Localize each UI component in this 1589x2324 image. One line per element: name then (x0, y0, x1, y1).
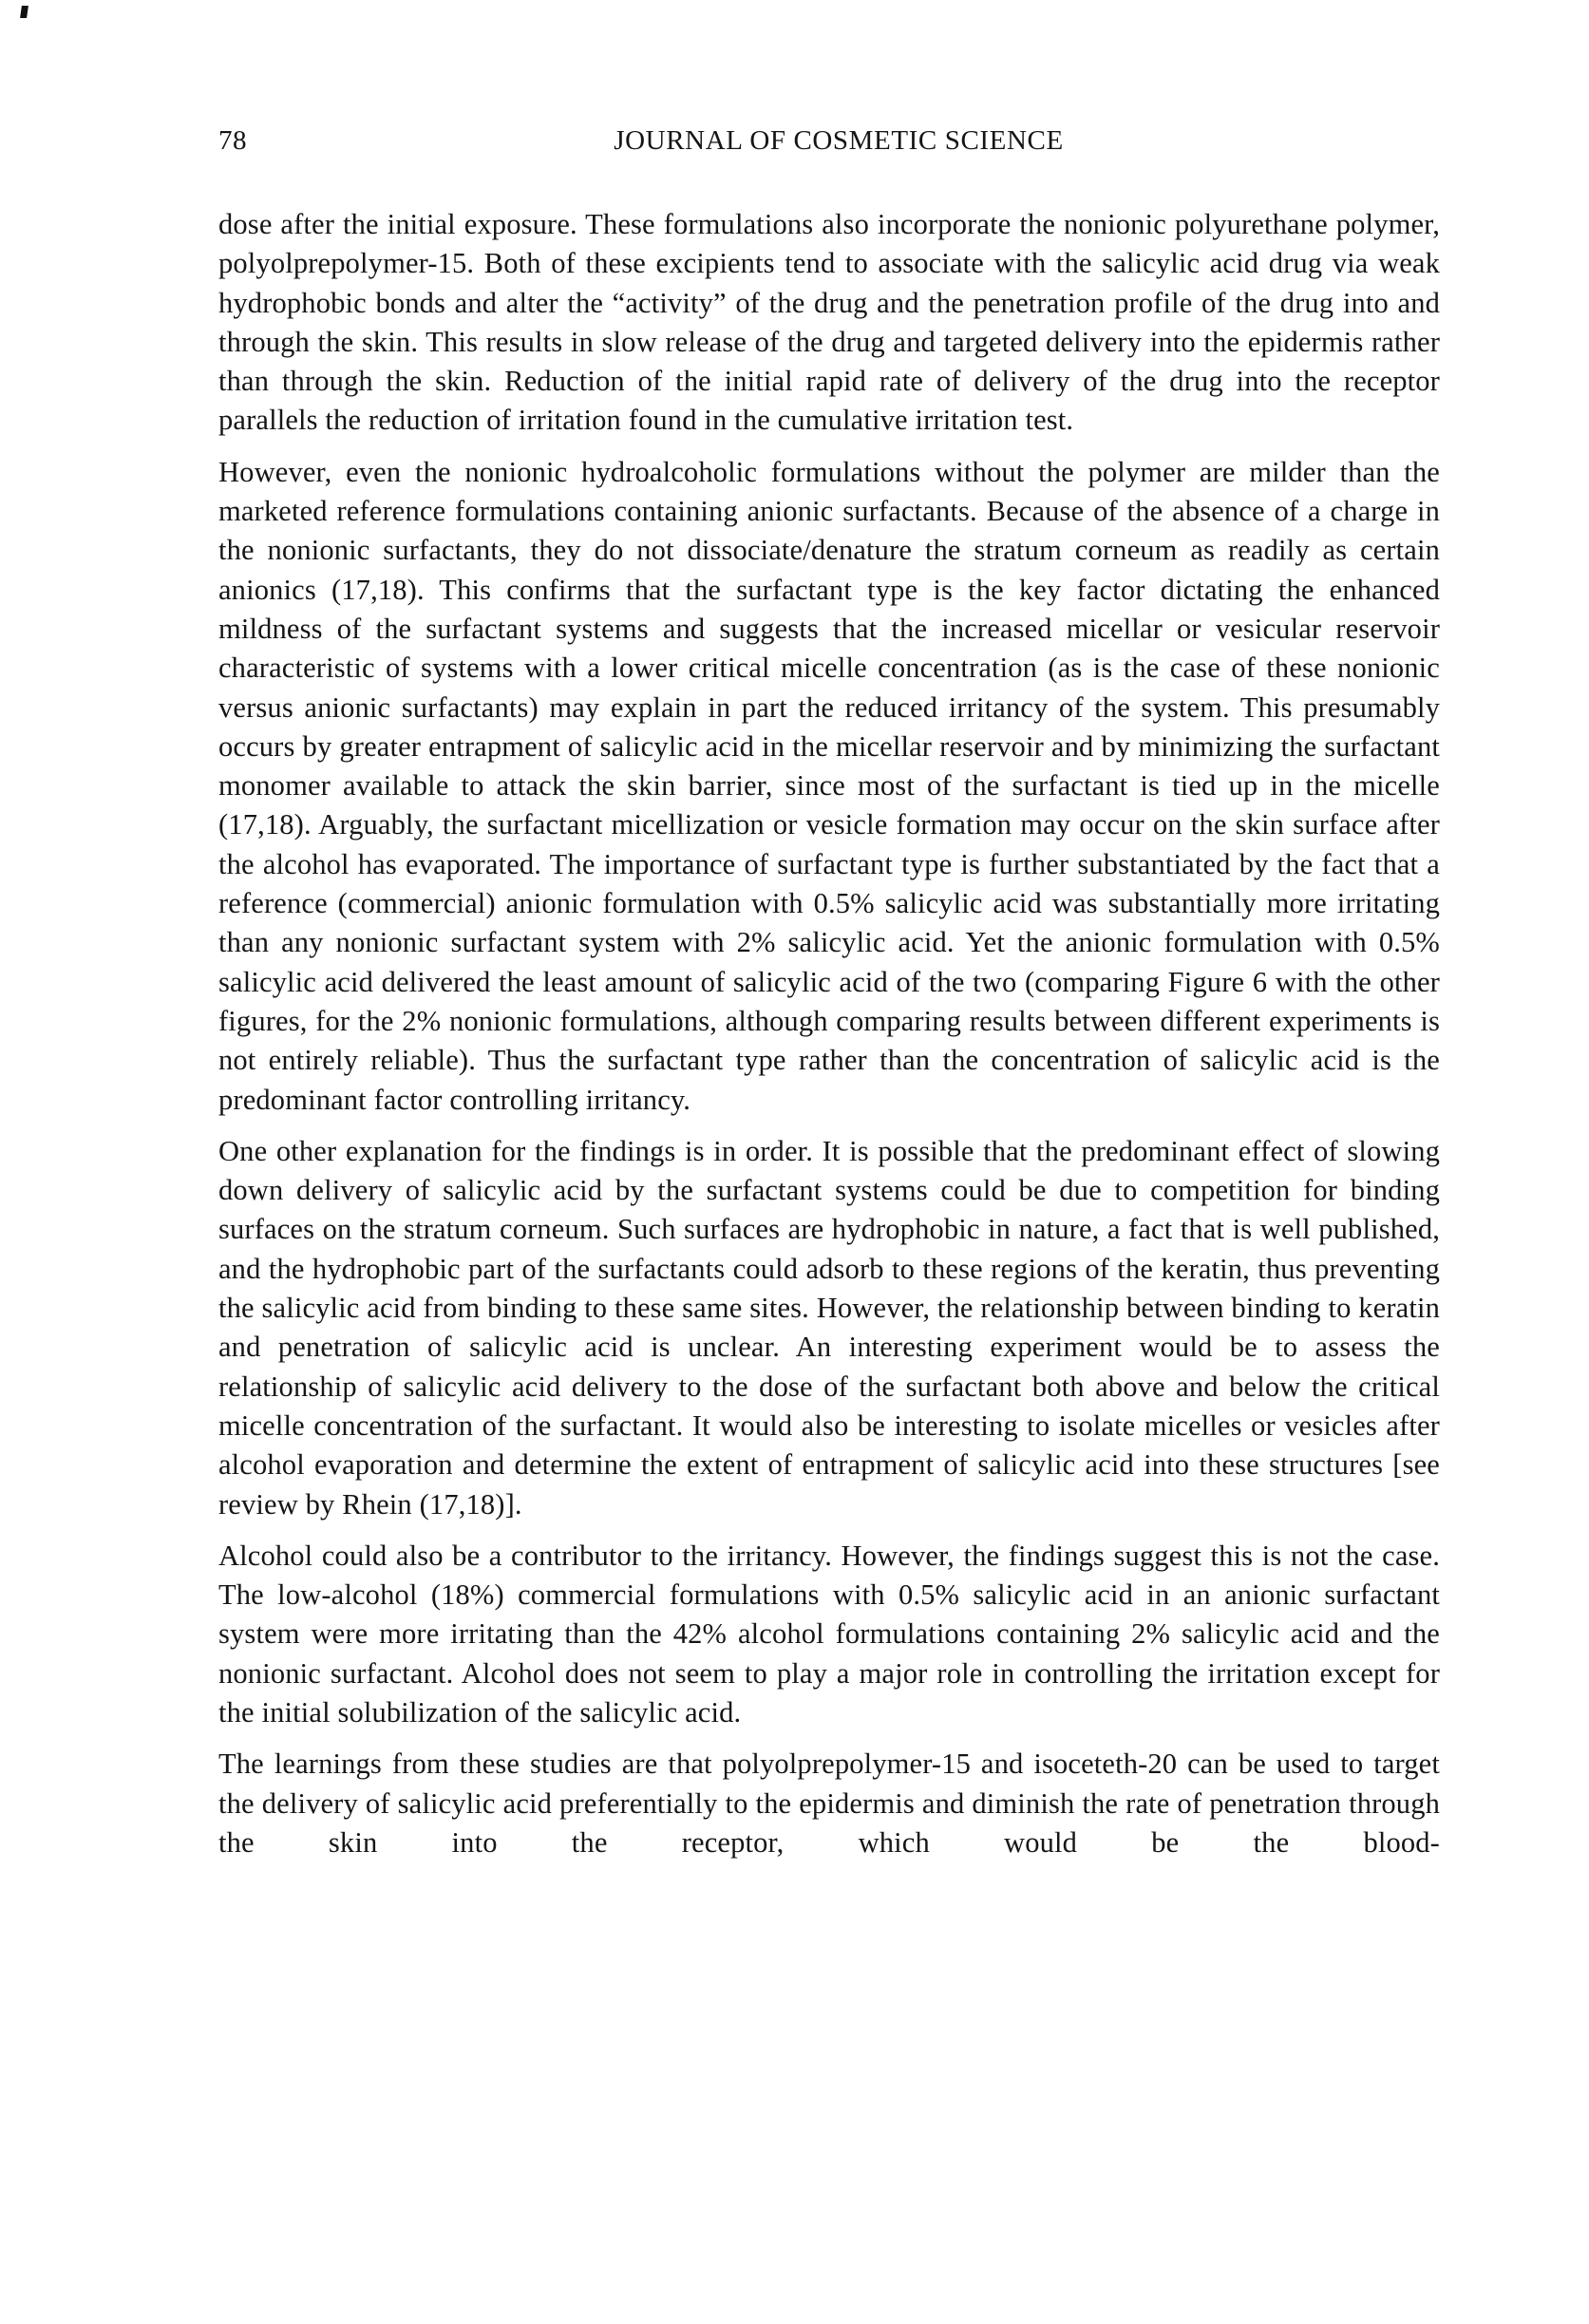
scan-artifact-mark (20, 6, 28, 18)
page-number: 78 (218, 125, 247, 156)
paragraph-2: However, even the nonionic hydroalcoholic formulations without the polymer are milder than the marketed reference formulations containing anionic surfactants. Because of the absence of a charge in the nonionic surfactants, they do not dissociate/denature the stratum corneum as readily as certain anionics (17,18). This confirms that the surfactant type is the key factor dictating the enhanced mildness of the surfactant systems and suggests that the increased micellar or vesicular reservoir characteristic of systems with a lower critical micelle concentration (as is the case of these nonionic versus anionic surfactants) may explain in part the reduced irritancy of the system. This presumably occurs by greater entrapment of salicylic acid in the micellar reservoir and by minimizing the surfactant monomer available to attack the skin barrier, since most of the surfactant is tied up in the micelle (17,18). Arguably, the surfactant micellization or vesicle formation may occur on the skin surface after the alcohol has evaporated. The importance of surfactant type is further substantiated by the fact that a reference (commercial) anionic formulation with 0.5% salicylic acid was substantially more irritating than any nonionic surfactant system with 2% salicylic acid. Yet the anionic formulation with 0.5% salicylic acid delivered the least amount of salicylic acid of the two (comparing Figure 6 with the other figures, for the 2% nonionic formulations, although comparing results between different experiments is not entirely reliable). Thus the surfactant type rather than the concentration of salicylic acid is the predominant factor controlling irritancy. (218, 455, 1440, 1116)
journal-title: JOURNAL OF COSMETIC SCIENCE (614, 125, 1064, 156)
paragraph-5: The learnings from these studies are that polyolprepolymer-15 and isoceteth-20 can be used to target the delivery of salicylic acid preferentially to the epidermis and diminish the rate of penetration through the skin into the receptor, which would be the blood- (218, 1748, 1440, 1859)
paragraph-3: One other explanation for the findings is in order. It is possible that the predominant effect of slowing down delivery of salicylic acid by the surfactant systems could be due to competition for binding surfaces on the stratum corneum. Such surfaces are hydrophobic in nature, a fact that is well published, and the hydrophobic part of the surfactants could adsorb to these regions of the keratin, thus preventing the salicylic acid from binding to these same sites. However, the relationship between binding to keratin and penetration of salicylic acid is unclear. An interesting experiment would be to assess the relationship of salicylic acid delivery to the dose of the surfactant both above and below the critical micelle concentration of the surfactant. It would also be interesting to isolate micelles or vesicles after alcohol evaporation and determine the extent of entrapment of salicylic acid into these structures [see review by Rhein (17,18)]. (218, 1134, 1440, 1521)
paragraph-1: dose after the initial exposure. These formulations also incorporate the nonionic polyurethane polymer, polyolprepolymer-15. Both of these excipients tend to associate with the salicylic acid drug via weak hydrophobic bonds and alter the “activity” of the drug and the penetration profile of the drug into and through the skin. This results in slow release of the drug and targeted delivery into the epidermis rather than through the skin. Reduction of the initial rapid rate of delivery of the drug into the receptor parallels the reduction of irritation found in the cumulative irritation test. (218, 208, 1440, 437)
running-header (218, 125, 1440, 163)
paragraph-4: Alcohol could also be a contributor to the irritancy. However, the findings suggest this is not the case. The low-alcohol (18%) commercial formulations with 0.5% salicylic acid in an anionic surfactant system were more irritating than the 42% alcohol formulations containing 2% salicylic acid and the nonionic surfactant. Alcohol does not seem to play a major role in controlling the irritation except for the initial solubilization of the salicylic acid. (218, 1539, 1440, 1729)
article-body (218, 205, 1440, 1875)
